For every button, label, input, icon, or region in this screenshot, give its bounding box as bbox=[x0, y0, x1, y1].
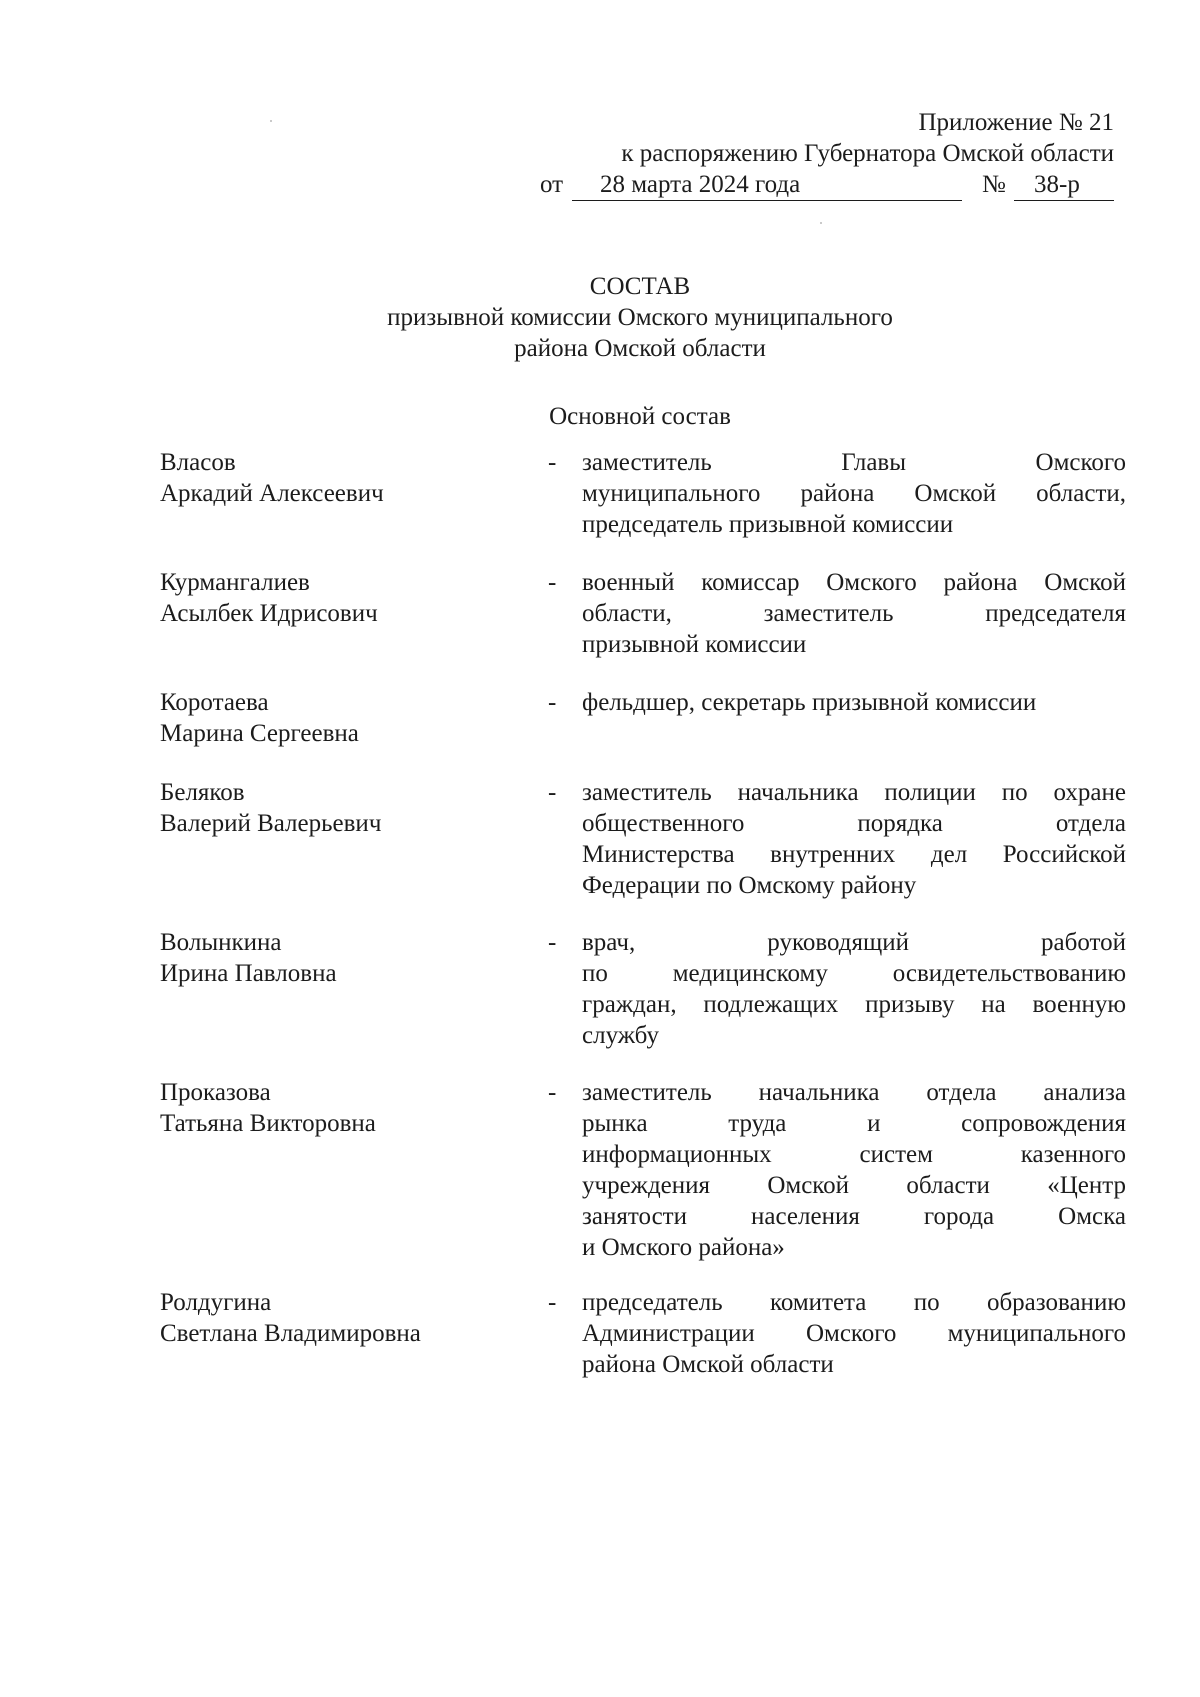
member-role-line: фельдшер, секретарь призывной комиссии bbox=[582, 689, 1037, 716]
member-surname: Волынкина bbox=[160, 929, 282, 956]
member-surname: Проказова bbox=[160, 1079, 271, 1106]
member-role-line: председатель призывной комиссии bbox=[582, 511, 954, 538]
appendix-number: Приложение № 21 bbox=[918, 109, 1114, 136]
member-dash: - bbox=[548, 1079, 557, 1106]
member-role-line: и Омского района» bbox=[582, 1234, 785, 1261]
member-name bbox=[160, 448, 540, 510]
title-line-2: призывной комиссии Омского муниципального bbox=[387, 304, 893, 331]
date-field bbox=[572, 170, 962, 201]
member-role-line: занятости населения города Омска bbox=[582, 1203, 1126, 1230]
member-role-line: муниципального района Омской области, bbox=[582, 480, 1126, 507]
member-given-names: Ирина Павловна bbox=[160, 960, 337, 987]
member-role-line: заместитель Главы Омского bbox=[582, 449, 1126, 476]
number-field bbox=[1014, 170, 1114, 201]
member-role-line: военный комиссар Омского района Омской bbox=[582, 569, 1126, 596]
member-dash: - bbox=[548, 689, 557, 716]
number-sign: № bbox=[982, 171, 1006, 198]
member-role-line: информационных систем казенного bbox=[582, 1141, 1126, 1168]
member-dash: - bbox=[548, 1289, 557, 1316]
member-role-line: Министерства внутренних дел Российской bbox=[582, 841, 1126, 868]
order-date: 28 марта 2024 года bbox=[600, 171, 801, 198]
member-role bbox=[582, 688, 1126, 719]
member-given-names: Марина Сергеевна bbox=[160, 720, 359, 747]
order-number: 38-р bbox=[1034, 171, 1080, 198]
member-role-line: службу bbox=[582, 1022, 659, 1049]
member-role-line: общественного порядка отдела bbox=[582, 810, 1126, 837]
member-role bbox=[582, 1288, 1126, 1381]
member-given-names: Светлана Владимировна bbox=[160, 1320, 421, 1347]
member-role-line: заместитель начальника полиции по охране bbox=[582, 779, 1126, 806]
member-surname: Ролдугина bbox=[160, 1289, 272, 1316]
member-surname: Курмангалиев bbox=[160, 569, 310, 596]
member-role-line: по медицинскому освидетельствованию bbox=[582, 960, 1126, 987]
member-role-line: рынка труда и сопровождения bbox=[582, 1110, 1126, 1137]
member-surname: Коротаева bbox=[160, 689, 269, 716]
member-given-names: Аркадий Алексеевич bbox=[160, 480, 384, 507]
title-heading: СОСТАВ bbox=[589, 273, 691, 300]
member-name bbox=[160, 928, 540, 990]
order-reference: к распоряжению Губернатора Омской области bbox=[621, 140, 1114, 167]
member-given-names: Татьяна Викторовна bbox=[160, 1110, 376, 1137]
member-given-names: Валерий Валерьевич bbox=[160, 810, 382, 837]
member-surname: Власов bbox=[160, 449, 236, 476]
member-dash: - bbox=[548, 449, 557, 476]
member-role bbox=[582, 568, 1126, 661]
member-name bbox=[160, 688, 540, 750]
order-date-number-line bbox=[540, 170, 1114, 204]
member-name bbox=[160, 1078, 540, 1140]
member-name bbox=[160, 568, 540, 630]
scan-speck bbox=[820, 222, 822, 224]
member-dash: - bbox=[548, 569, 557, 596]
member-surname: Беляков bbox=[160, 779, 245, 806]
member-role-line: призывной комиссии bbox=[582, 631, 807, 658]
member-role-line: заместитель начальника отдела анализа bbox=[582, 1079, 1126, 1106]
scan-speck bbox=[270, 120, 272, 122]
member-role bbox=[582, 928, 1126, 1052]
section-heading: Основной состав bbox=[549, 403, 731, 430]
member-dash: - bbox=[548, 779, 557, 806]
member-role bbox=[582, 778, 1126, 902]
member-role bbox=[582, 1078, 1126, 1264]
member-role-line: граждан, подлежащих призыву на военную bbox=[582, 991, 1126, 1018]
member-dash: - bbox=[548, 929, 557, 956]
member-role bbox=[582, 448, 1126, 541]
member-role-line: района Омской области bbox=[582, 1351, 834, 1378]
member-role-line: учреждения Омской области «Центр bbox=[582, 1172, 1126, 1199]
date-prefix: от bbox=[540, 171, 564, 198]
appendix-header bbox=[540, 108, 1114, 204]
member-given-names: Асылбек Идрисович bbox=[160, 600, 378, 627]
member-role-line: области, заместитель председателя bbox=[582, 600, 1126, 627]
member-role-line: Администрации Омского муниципального bbox=[582, 1320, 1126, 1347]
member-name bbox=[160, 778, 540, 840]
member-role-line: врач, руководящий работой bbox=[582, 929, 1126, 956]
member-name bbox=[160, 1288, 540, 1350]
document-title bbox=[200, 272, 1080, 365]
member-role-line: Федерации по Омскому району bbox=[582, 872, 917, 899]
member-role-line: председатель комитета по образованию bbox=[582, 1289, 1126, 1316]
title-line-3: района Омской области bbox=[514, 335, 766, 362]
